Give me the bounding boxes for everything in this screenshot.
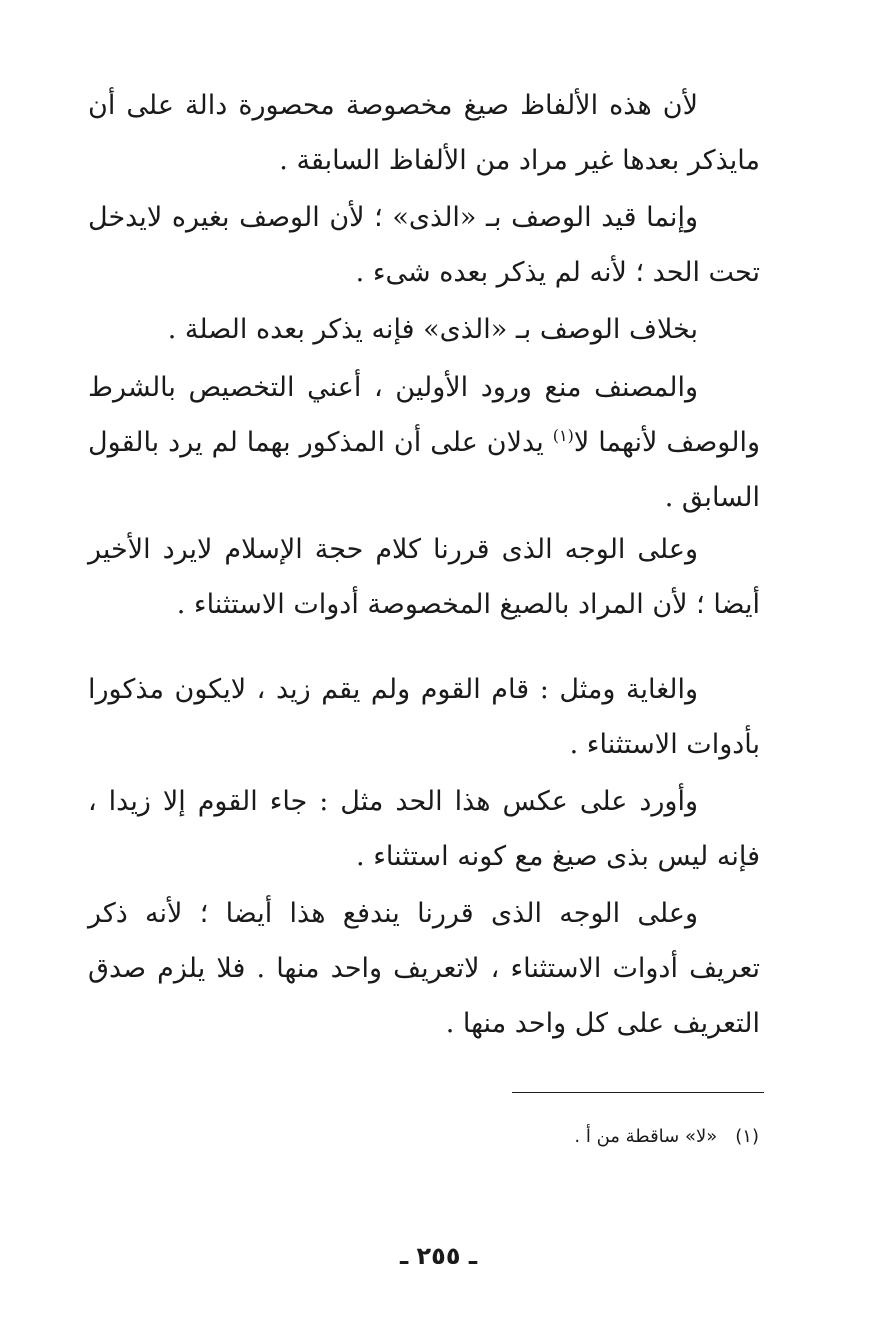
paragraph-text: لأن هذه الألفاظ صيغ مخصوصة محصورة دالة على أن مايذكر بعدها غير مراد من الألفاظ السابقة . (88, 90, 760, 176)
paragraph-text: وإنما قيد الوصف بـ «الذى» ؛ لأن الوصف بغيره لايدخل تحت الحد ؛ لأنه لم يذكر بعده شىء . (88, 202, 760, 288)
body-paragraph (88, 886, 760, 1051)
paragraph-text: بخلاف الوصف بـ «الذى» فإنه يذكر بعده الصلة . (167, 314, 698, 345)
paragraph-text: والغاية ومثل : قام القوم ولم يقم زيد ، لايكون مذكورا بأدوات الاستثناء . (88, 674, 760, 760)
body-paragraph (88, 522, 760, 632)
footnote-text: «لا» ساقطة من أ . (574, 1126, 718, 1147)
paragraph-text: وعلى الوجه الذى قررنا كلام حجة الإسلام لايرد الأخير أيضا ؛ لأن المراد بالصيغ المخصوصة أدوات الاستثناء . (88, 534, 760, 620)
body-paragraph (88, 302, 760, 357)
body-paragraph (88, 78, 760, 188)
footnote-reference: (١) (552, 426, 574, 445)
body-paragraph (88, 662, 760, 772)
footnote-divider (512, 1092, 764, 1093)
footnote-number: (١) (735, 1126, 759, 1147)
paragraph-text: يدلان على أن المذكور بهما لم يرد بالقول السابق . (88, 427, 760, 513)
paragraph-text: والمصنف منع ورود الأولين ، أعني التخصيص بالشرط والوصف لأنهما لا (88, 372, 760, 458)
paragraph-text: وعلى الوجه الذى قررنا يندفع هذا أيضا ؛ لأنه ذكر تعريف أدوات الاستثناء ، لاتعريف واحد منها . فلا يلزم صدق التعريف على كل واحد منها . (88, 898, 760, 1039)
page-number: ـ ٢٥٥ ـ (399, 1242, 478, 1270)
footnote (574, 1122, 759, 1152)
body-paragraph (88, 360, 760, 525)
body-paragraph (88, 774, 760, 884)
body-paragraph (88, 190, 760, 300)
paragraph-text: وأورد على عكس هذا الحد مثل : جاء القوم إلا زيدا ، فإنه ليس بذى صيغ مع كونه استثناء . (88, 786, 760, 872)
